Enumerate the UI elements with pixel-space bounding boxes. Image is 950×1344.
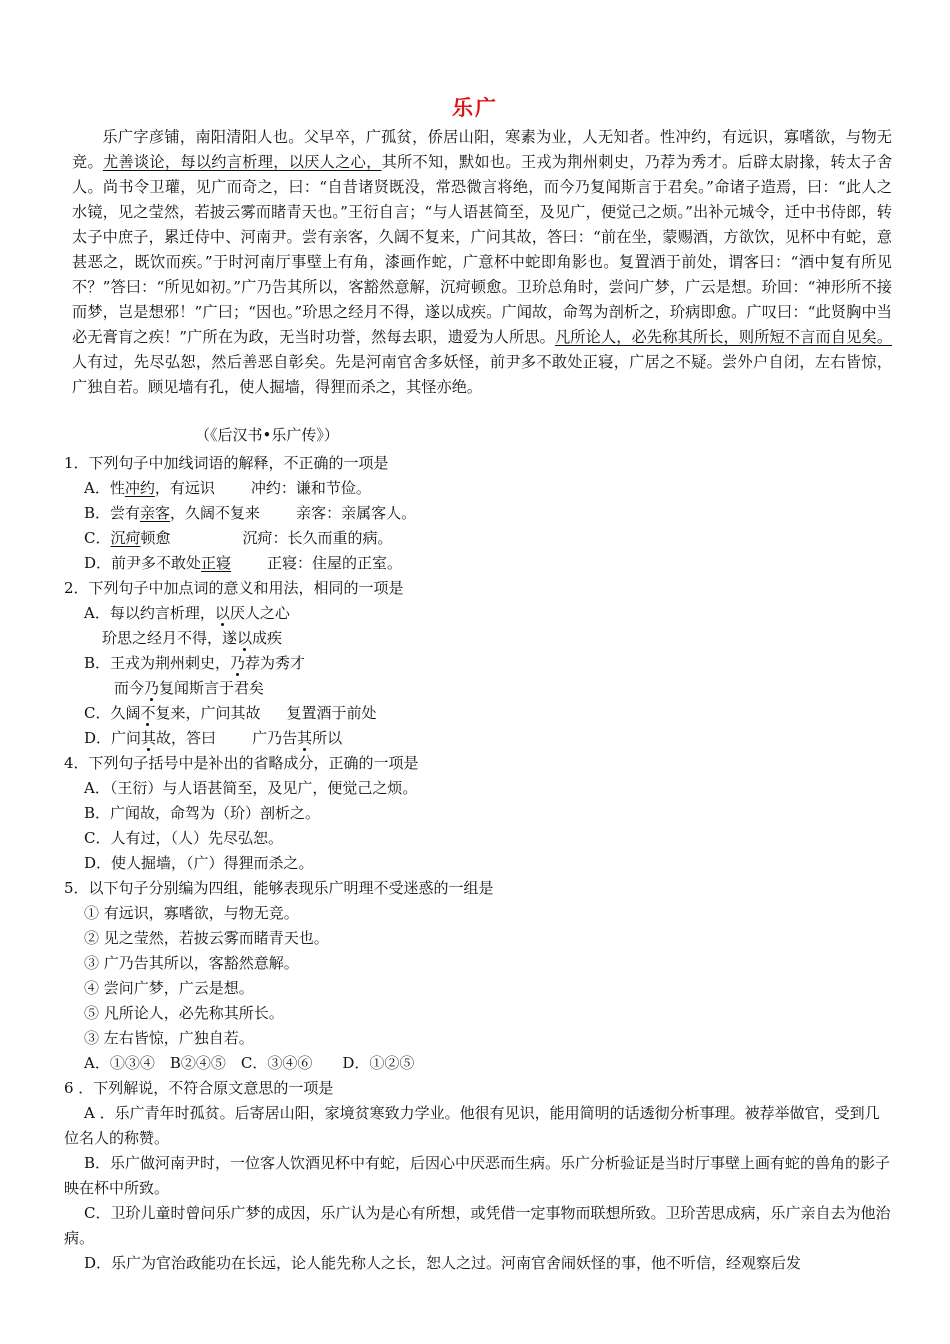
question-2-option-b2: 而今乃复闻斯言于君矣 xyxy=(114,679,265,697)
question-5-item: ③ 广乃告其所以，客豁然意解。 xyxy=(84,954,299,972)
question-5-stem: 5．以下句子分别编为四组，能够表现乐广明理不受迷惑的一组是 xyxy=(64,879,494,897)
question-2-option-a1: A．每以约言析理，以厌人之心 xyxy=(84,604,290,622)
question-5-item: ④ 尝问广梦，广云是想。 xyxy=(84,979,254,997)
questions xyxy=(64,451,894,1276)
source-citation: （《后汉书•乐广传》） xyxy=(195,426,339,444)
question-6-option-d: D．乐广为官治政能功在长远，论人能先称人之长，恕人之过。河南官舍闹妖怪的事，他不听信，经观察后发 xyxy=(84,1254,802,1272)
question-6-option-a: A ．乐广青年时孤贫。后寄居山阳，家境贫寒致力学业。他很有见识，能用简明的话透彻分析事理。被荐举做官，受到几位名人的称赞。 xyxy=(64,1104,880,1147)
question-5-item: ⑤ 凡所论人，必先称其所长。 xyxy=(84,1004,284,1022)
question-5-item: ② 见之莹然，若披云雾而睹青天也。 xyxy=(84,929,329,947)
question-6-option-c: C．卫玠儿童时曾问乐广梦的成因，乐广认为是心有所想，或凭借一定事物而联想所致。卫玠苦思成病，乐广亲自去为他治病。 xyxy=(64,1204,891,1247)
question-4-stem: 4．下列句子括号中是补出的省略成分，正确的一项是 xyxy=(64,754,419,772)
question-1-option-a: A．性冲约，有远识 冲约：谦和节俭。 xyxy=(84,479,371,497)
underlined-sentence-2: 凡所论人，必先称其所长，则所短不言而自见矣。 xyxy=(554,328,893,346)
question-1-option-d: D．前尹多不敢处正寝 正寝：住屋的正室。 xyxy=(84,554,403,572)
page-title: 乐广 xyxy=(452,95,498,120)
question-4-option: D．使人掘墙，（广）得狸而杀之。 xyxy=(84,854,314,872)
question-4-option: C．人有过，（人）先尽弘恕。 xyxy=(84,829,283,847)
question-1-option-b: B．尝有亲客，久阔不复来 亲客：亲属客人。 xyxy=(84,504,417,522)
question-1-stem: 1．下列句子中加线词语的解释，不正确的一项是 xyxy=(64,454,389,472)
question-5-item: ① 有远识，寡嗜欲，与物无竞。 xyxy=(84,904,299,922)
question-1-option-c: C．沉疴顿愈 沉疴：长久而重的病。 xyxy=(84,529,393,547)
question-4-option: A．（王衍）与人语甚简至，及见广，便觉己之烦。 xyxy=(84,779,418,797)
question-2-option-d: D．广问其故，答曰 广乃告其所以 xyxy=(84,729,343,747)
question-6-option-b: B．乐广做河南尹时，一位客人饮酒见杯中有蛇，后因心中厌恶而生病。乐广分析验证是当时厅事壁上画有蛇的兽角的影子映在杯中所致。 xyxy=(64,1154,891,1197)
underlined-sentence-1: 尤善谈论，每以约言析理，以厌人之心， xyxy=(102,153,382,171)
question-6-stem: 6 ．下列解说，不符合原文意思的一项是 xyxy=(64,1079,334,1097)
passage-text-1: 乐广字彦铺，南阳清阳人也。父早卒，广孤贫，侨居山阳，寒素为业，人无知者。性冲约，有远识，寡嗜欲，与物无竞。 xyxy=(72,128,892,171)
passage-text-3: 人有过，先尽弘恕，然后善恶自彰矣。先是河南官舍多妖怪，前尹多不敢处正寝，广居之不疑。尝外户自闭，左右皆惊，广独自若。顾见墙有孔，使人掘墙，得狸而杀之，其怪亦绝。 xyxy=(72,353,892,396)
question-2-stem: 2．下列句子中加点词的意义和用法，相同的一项是 xyxy=(64,579,404,597)
passage-text-2: 其所不知，默如也。王戎为荆州刺史，乃荐为秀才。后辟太尉掾，转太子舍人。尚书令卫瓘，见广而奇之，曰：“自昔诸贤既没，常恐微言将绝，而今乃复闻斯言于君矣。”命诸子造焉，曰：“此人之水镜，见之莹然，若披云雾而睹青天也。”王衍自言；“与人语甚简至，及见广，便觉己之烦。”出补元城令，迁中书侍郎，转太子中庶子，累迁侍中、河南尹。尝有亲客，久阔不复来，广问其故，答曰：“前在坐，蒙赐酒，方欲饮，见杯中有蛇，意甚恶之，既饮而疾。”于时河南厅事壁上有角，漆画作蛇，广意杯中蛇即角影也。复置酒于前处，谓客曰：“酒中复有所见不？”答曰：“所见如初。”广乃告其所以，客豁然意解，沉疴顿愈。卫玠总角时，尝问广梦，广云是想。玠回：“神形所不接而梦，岂是想邪！”广曰；“因也。”玠思之经月不得，遂以成疾。广闻故，命驾为剖析之，玠病即愈。广叹曰：“此贤胸中当必无膏肓之疾！”广所在为政，无当时功誉，然每去职，遗爱为人所思。 xyxy=(72,153,893,346)
question-4-option: B．广闻故，命驾为（玠）剖析之。 xyxy=(84,804,321,822)
question-2-option-b1: B．王戎为荆州刺史，乃荐为秀才 xyxy=(84,654,306,672)
passage-paragraph xyxy=(72,125,892,400)
question-2-option-a2: 玠思之经月不得，遂以成疾 xyxy=(102,629,283,647)
question-5-item: ③ 左右皆惊，广独自若。 xyxy=(84,1029,254,1047)
question-5-choices: A．①③④ B②④⑤ C．③④⑥ D．①②⑤ xyxy=(84,1054,415,1072)
passage xyxy=(72,125,892,400)
question-2-option-c: C．久阔不复来，广问其故 复置酒于前处 xyxy=(84,704,377,722)
